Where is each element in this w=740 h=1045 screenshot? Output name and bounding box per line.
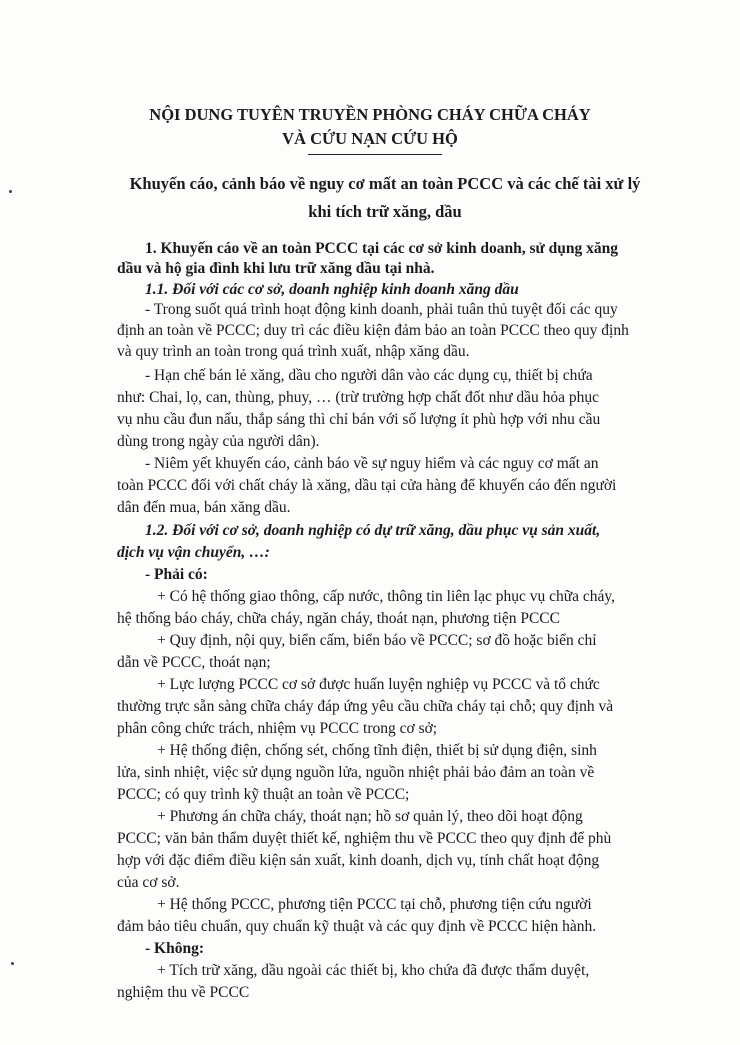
paragraph-line: + Quy định, nội quy, biển cấm, biển báo về PCCC; sơ đồ hoặc biển chỉ <box>157 632 597 649</box>
paragraph-line: phân công chức trách, nhiệm vụ PCCC trong cơ sở; <box>117 720 438 737</box>
scan-speck <box>9 190 12 193</box>
paragraph-line: - Trong suốt quá trình hoạt động kinh doanh, phải tuân thủ tuyệt đối các quy <box>145 301 618 318</box>
paragraph-line: PCCC; văn bản thẩm duyệt thiết kế, nghiệm thu về PCCC theo quy định để phù <box>117 830 612 847</box>
paragraph-line: dùng trong ngày của người dân). <box>117 433 320 450</box>
paragraph-line: - Niêm yết khuyến cáo, cảnh báo về sự nguy hiểm và các nguy cơ mất an <box>145 455 599 472</box>
paragraph-line: + Lực lượng PCCC cơ sở được huấn luyện nghiệp vụ PCCC và tổ chức <box>157 676 600 693</box>
document-title-line-1: NỘI DUNG TUYÊN TRUYỀN PHÒNG CHÁY CHỮA CHÁY <box>149 105 591 124</box>
section-1-1-heading: 1.1. Đối với các cơ sở, doanh nghiệp kinh doanh xăng dầu <box>145 281 519 298</box>
section-1-2-heading-line-2: dịch vụ vận chuyển, …: <box>117 544 270 561</box>
paragraph-line: hệ thống báo cháy, chữa cháy, ngăn cháy, thoát nạn, phương tiện PCCC <box>117 610 560 627</box>
paragraph-line: của cơ sở. <box>117 874 180 891</box>
paragraph-line: dân đến mua, bán xăng dầu. <box>117 499 291 516</box>
paragraph-line: toàn PCCC đối với chất cháy là xăng, dầu tại cửa hàng để khuyến cáo đến người <box>117 477 617 494</box>
subtitle-line-2: khi tích trữ xăng, dầu <box>308 202 462 221</box>
must-have-label: - Phải có: <box>145 566 208 583</box>
section-1-2-heading-line-1: 1.2. Đối với cơ sở, doanh nghiệp có dự trữ xăng, dầu phục vụ sản xuất, <box>145 522 601 539</box>
paragraph-line: và quy trình an toàn trong quá trình xuất, nhập xăng dầu. <box>117 343 470 360</box>
paragraph-line: PCCC; có quy trình kỹ thuật an toàn về PCCC; <box>117 786 410 803</box>
paragraph-line: đảm bảo tiêu chuẩn, quy chuẩn kỹ thuật và các quy định về PCCC hiện hành. <box>117 918 597 935</box>
paragraph-line: định an toàn về PCCC; duy trì các điều kiện đảm bảo an toàn PCCC theo quy định <box>117 322 629 339</box>
document-title-line-2: VÀ CỨU NẠN CỨU HỘ <box>282 129 458 148</box>
must-not-label: - Không: <box>145 940 204 957</box>
paragraph-line: + Tích trữ xăng, dầu ngoài các thiết bị, kho chứa đã được thẩm duyệt, <box>157 962 590 979</box>
section-1-heading-line-1: 1. Khuyến cáo về an toàn PCCC tại các cơ sở kinh doanh, sử dụng xăng <box>145 240 619 257</box>
paragraph-line: vụ nhu cầu đun nấu, thắp sáng thì chỉ bán với số lượng ít phù hợp với nhu cầu <box>117 411 601 428</box>
paragraph-line: + Có hệ thống giao thông, cấp nước, thông tin liên lạc phục vụ chữa cháy, <box>157 588 616 605</box>
paragraph-line: lửa, sinh nhiệt, việc sử dụng nguồn lửa, nguồn nhiệt phải bảo đảm an toàn về <box>117 764 595 781</box>
paragraph-line: - Hạn chế bán lẻ xăng, dầu cho người dân vào các dụng cụ, thiết bị chứa <box>145 367 593 384</box>
paragraph-line: + Hệ thống PCCC, phương tiện PCCC tại chỗ, phương tiện cứu người <box>157 896 592 913</box>
title-underline <box>308 154 442 155</box>
paragraph-line: + Hệ thống điện, chống sét, chống tĩnh điện, thiết bị sử dụng điện, sinh <box>157 742 597 759</box>
paragraph-line: hợp với đặc điểm điều kiện sản xuất, kinh doanh, dịch vụ, tính chất hoạt động <box>117 852 600 869</box>
section-1-heading-line-2: dầu và hộ gia đình khi lưu trữ xăng dầu tại nhà. <box>117 260 435 277</box>
paragraph-line: + Phương án chữa cháy, thoát nạn; hồ sơ quản lý, theo dõi hoạt động <box>157 808 583 825</box>
paragraph-line: như: Chai, lọ, can, thùng, phuy, … (trừ trường hợp chất đốt như dầu hỏa phục <box>117 389 600 406</box>
paragraph-line: thường trực sẵn sàng chữa cháy đáp ứng yêu cầu chữa cháy tại chỗ; quy định và <box>117 698 614 715</box>
scan-speck <box>11 962 14 965</box>
paragraph-line: nghiệm thu về PCCC <box>117 984 250 1001</box>
subtitle-line-1: Khuyến cáo, cảnh báo về nguy cơ mất an toàn PCCC và các chế tài xử lý <box>129 174 641 193</box>
paragraph-line: dẫn về PCCC, thoát nạn; <box>117 654 271 671</box>
